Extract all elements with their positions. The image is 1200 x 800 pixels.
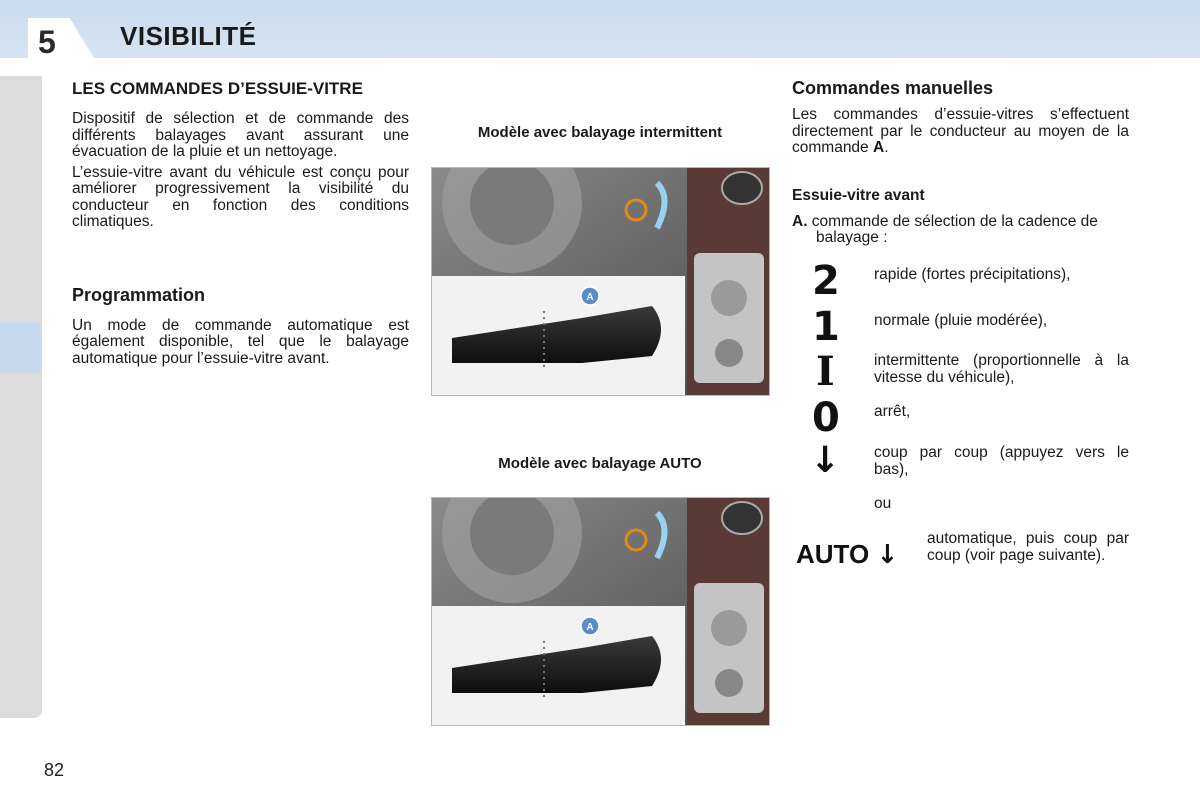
description-paragraph: L’essuie-vitre avant du véhicule est conçu pour améliorer progressivement la visibilité du conducteur en fonction des conditions climatiques. (72, 163, 409, 230)
manual-controls-text: Les commandes d’essuie-vitres s’effectuent directement par le conducteur au moyen de la commande A. (792, 106, 1129, 156)
speed-2-text: rapide (fortes précipitations), (874, 266, 1071, 283)
chapter-number: 5 (38, 24, 56, 60)
chapter-title: VISIBILITÉ (120, 21, 257, 51)
off-text: arrêt, (874, 403, 911, 420)
marker-a-label: A (586, 622, 594, 633)
programmation-paragraph: Un mode de commande automatique est également disponible, tel que le balayage automatique pour l’essuie-vitre avant. (72, 316, 409, 367)
off-icon: 0 (812, 395, 840, 441)
single-wipe-text: coup par coup (appuyez vers le bas), (874, 444, 1129, 478)
auto-icon (796, 539, 898, 570)
programmation-title: Programmation (72, 284, 206, 305)
marker-a-label: A (586, 292, 594, 303)
intro-paragraph: Dispositif de sélection et de commande des différents balayages avant assurant une évacuation de la pluie et un nettoyage. (72, 110, 409, 160)
manual-controls-title: Commandes manuelles (792, 78, 994, 98)
or-text: ou (874, 495, 892, 512)
speed-1-icon: 1 (812, 304, 840, 350)
caption-auto: Modèle avec balayage AUTO (498, 455, 702, 472)
page-number: 82 (44, 760, 65, 780)
auto-label: AUTO (796, 539, 870, 569)
arrow-down-icon: ↓ (810, 440, 841, 481)
speed-2-icon: 2 (812, 258, 840, 304)
intermittent-text: intermittente (proportionnelle à la vitesse du véhicule), (874, 352, 1129, 386)
speed-1-text: normale (pluie modérée), (874, 312, 1048, 329)
right-column (792, 80, 1129, 247)
side-band (0, 76, 42, 718)
left-column (72, 80, 409, 367)
side-band-marker (0, 322, 42, 374)
wiper-stalk-photo-intermittent (431, 167, 770, 396)
arrow-down-icon: ↓ (876, 540, 899, 570)
section-title: LES COMMANDES D’ESSUIE-VITRE (72, 79, 363, 98)
front-wiper-title: Essuie-vitre avant (792, 186, 925, 204)
wiper-stalk-photo-auto (431, 497, 770, 726)
intermittent-icon: I (816, 348, 835, 395)
command-a-description: A. commande de sélection de la cadence de balayage : (792, 212, 1098, 246)
caption-intermittent: Modèle avec balayage intermittent (477, 124, 723, 141)
auto-text: automatique, puis coup par coup (voir page suivante). (927, 530, 1129, 564)
